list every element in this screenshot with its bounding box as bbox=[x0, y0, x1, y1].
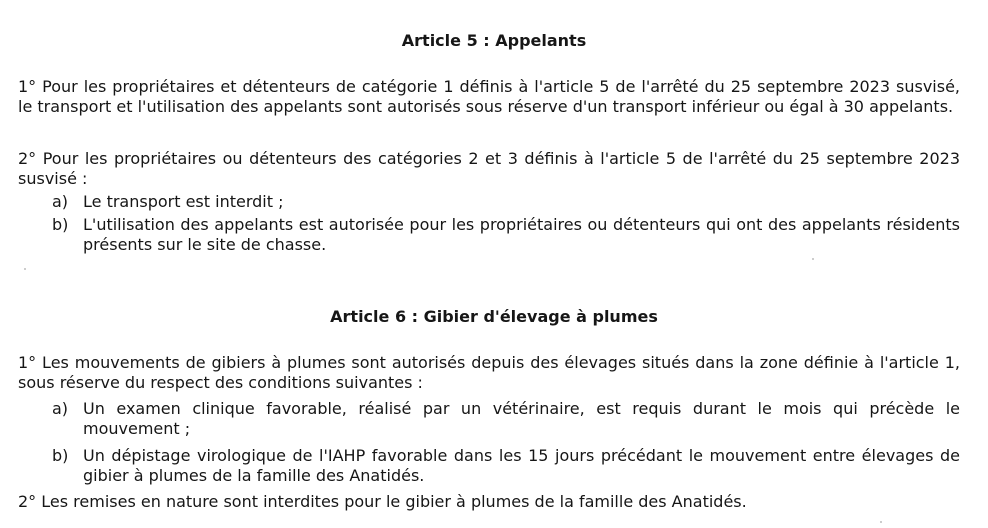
list-marker: b) bbox=[52, 446, 69, 465]
article-6-item-a bbox=[52, 399, 960, 439]
article-5-item-a bbox=[52, 192, 960, 212]
list-item-text: Le transport est interdit ; bbox=[83, 192, 284, 211]
scan-speck bbox=[880, 521, 882, 523]
article-5-title: Article 5 : Appelants bbox=[401, 31, 587, 50]
article-5-paragraph-2: 2° Pour les propriétaires ou détenteurs des catégories 2 et 3 définis à l'article 5 de l'arrêté du 25 septembre 2023 susvisé : bbox=[18, 149, 960, 188]
list-item-text: L'utilisation des appelants est autorisée pour les propriétaires ou détenteurs qui ont des appelants résidents présents sur le site de chasse. bbox=[83, 215, 960, 254]
article-6-title: Article 6 : Gibier d'élevage à plumes bbox=[330, 307, 658, 326]
scan-speck bbox=[24, 268, 26, 270]
list-marker: b) bbox=[52, 215, 69, 234]
article-5-item-b bbox=[52, 215, 960, 255]
list-marker: a) bbox=[52, 192, 69, 211]
list-item-text: Un dépistage virologique de l'IAHP favorable dans les 15 jours précédant le mouvement entre élevages de gibier à plumes de la famille des Anatidés. bbox=[83, 446, 960, 485]
article-5-paragraph-1: 1° Pour les propriétaires et détenteurs de catégorie 1 définis à l'article 5 de l'arrêté du 25 septembre 2023 susvisé, le transport et l'utilisation des appelants sont autorisés sous réserve d'un transport inférieur ou égal à 30 appelants. bbox=[18, 77, 960, 116]
article-6-paragraph-1: 1° Les mouvements de gibiers à plumes sont autorisés depuis des élevages situés dans la zone définie à l'article 1, sous réserve du respect des conditions suivantes : bbox=[18, 353, 960, 392]
article-6-paragraph-2: 2° Les remises en nature sont interdites pour le gibier à plumes de la famille des Anatidés. bbox=[18, 492, 747, 511]
list-marker: a) bbox=[52, 399, 69, 418]
article-6-item-b bbox=[52, 446, 960, 486]
scan-speck bbox=[812, 258, 814, 260]
list-item-text: Un examen clinique favorable, réalisé par un vétérinaire, est requis durant le mois qui précède le mouvement ; bbox=[83, 399, 960, 438]
